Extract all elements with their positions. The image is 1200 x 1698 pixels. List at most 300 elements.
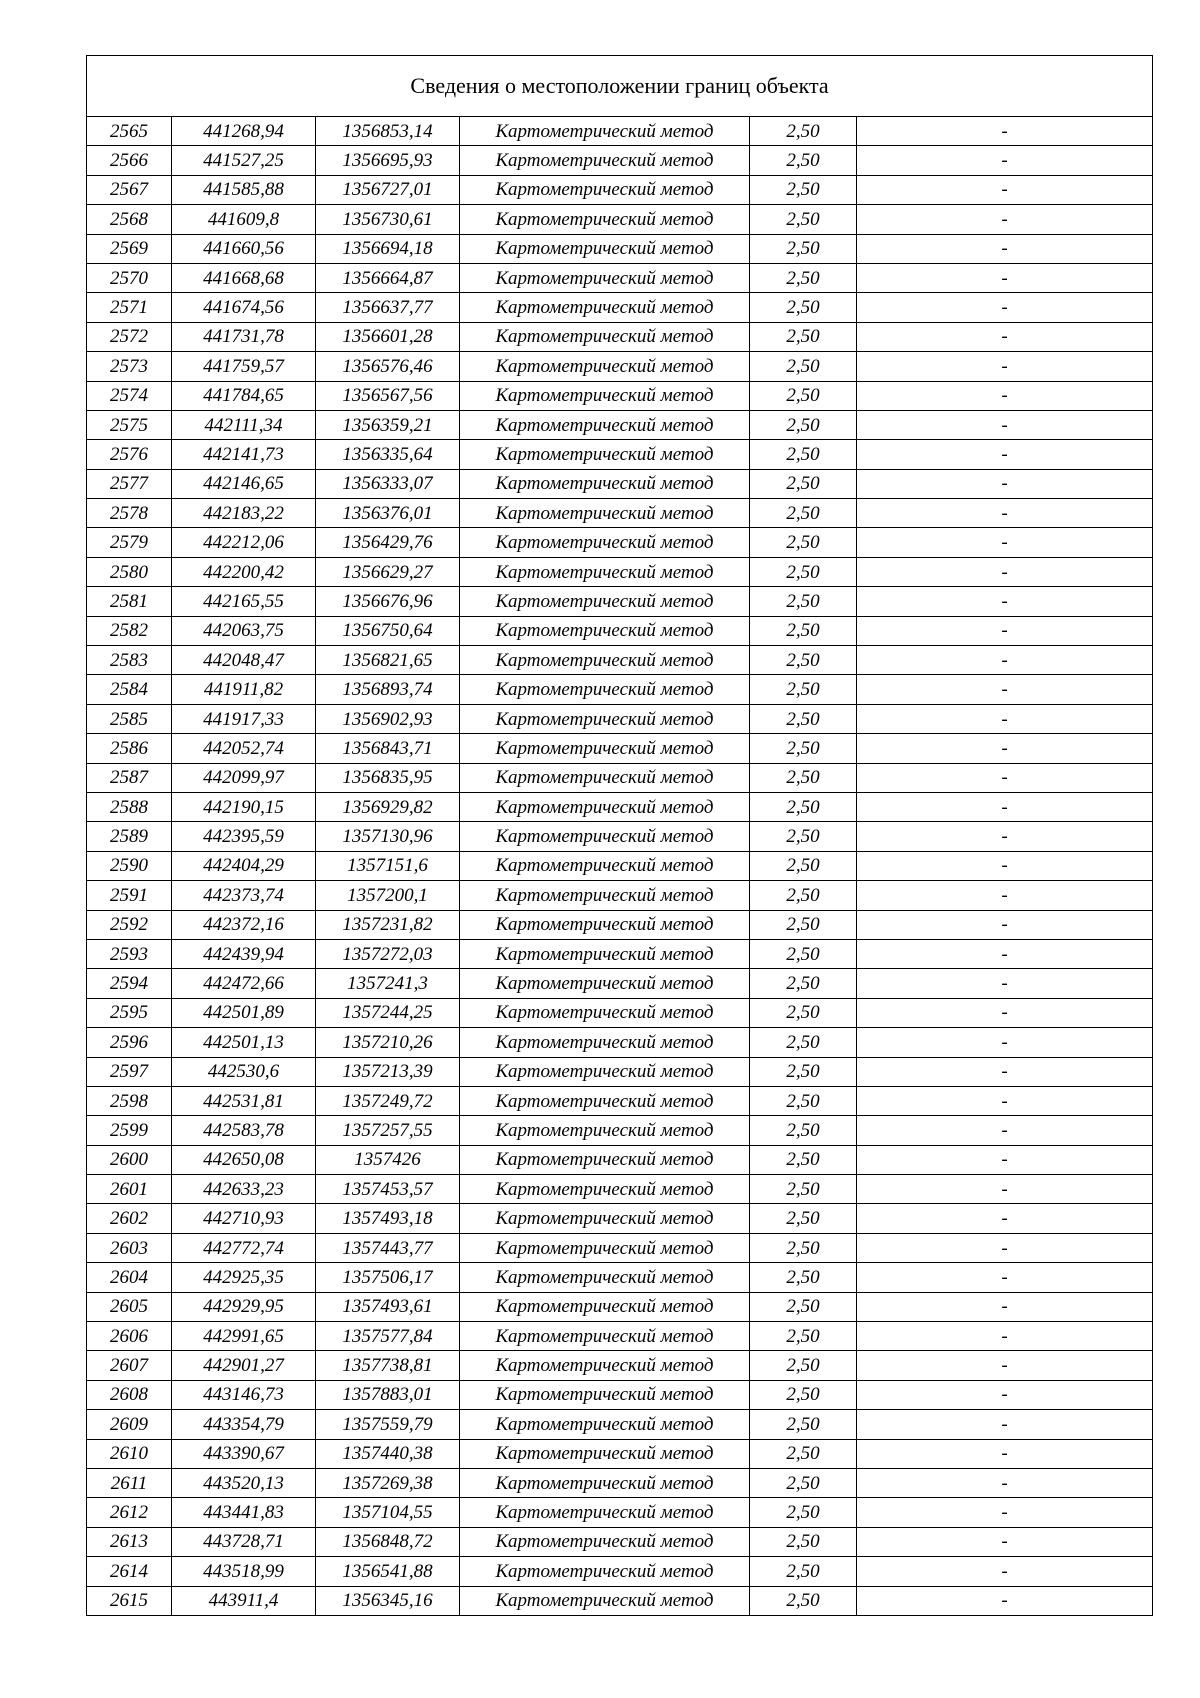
description-cell: - [857,851,1153,880]
description-cell: - [857,734,1153,763]
table-row [87,1527,1153,1556]
point-number-cell: 2573 [87,352,172,381]
precision-cell: 2,50 [750,1175,857,1204]
point-number-cell: 2608 [87,1380,172,1409]
y-coordinate-cell: 1357493,61 [316,1292,460,1321]
precision-cell: 2,50 [750,1322,857,1351]
x-coordinate-cell: 442530,6 [172,1057,316,1086]
x-coordinate-cell: 442650,08 [172,1145,316,1174]
y-coordinate-cell: 1357440,38 [316,1439,460,1468]
description-cell: - [857,381,1153,410]
table-row [87,234,1153,263]
description-cell: - [857,528,1153,557]
y-coordinate-cell: 1356835,95 [316,763,460,792]
x-coordinate-cell: 442099,97 [172,763,316,792]
precision-cell: 2,50 [750,792,857,821]
point-number-cell: 2600 [87,1145,172,1174]
method-cell: Картометрический метод [460,117,750,146]
method-cell: Картометрический метод [460,1586,750,1615]
method-cell: Картометрический метод [460,499,750,528]
x-coordinate-cell: 441674,56 [172,293,316,322]
description-cell: - [857,1439,1153,1468]
y-coordinate-cell: 1357269,38 [316,1468,460,1497]
description-cell: - [857,263,1153,292]
precision-cell: 2,50 [750,1527,857,1556]
table-row [87,1204,1153,1233]
x-coordinate-cell: 441585,88 [172,175,316,204]
y-coordinate-cell: 1356601,28 [316,322,460,351]
y-coordinate-cell: 1357577,84 [316,1322,460,1351]
table-row [87,1439,1153,1468]
precision-cell: 2,50 [750,616,857,645]
y-coordinate-cell: 1357493,18 [316,1204,460,1233]
y-coordinate-cell: 1357249,72 [316,1086,460,1115]
precision-cell: 2,50 [750,1233,857,1262]
point-number-cell: 2572 [87,322,172,351]
precision-cell: 2,50 [750,117,857,146]
y-coordinate-cell: 1356359,21 [316,410,460,439]
boundary-document [86,55,1152,1616]
x-coordinate-cell: 442772,74 [172,1233,316,1262]
y-coordinate-cell: 1357257,55 [316,1116,460,1145]
description-cell: - [857,293,1153,322]
description-cell: - [857,1410,1153,1439]
table-row [87,734,1153,763]
point-number-cell: 2580 [87,557,172,586]
point-number-cell: 2565 [87,117,172,146]
description-cell: - [857,1586,1153,1615]
method-cell: Картометрический метод [460,175,750,204]
precision-cell: 2,50 [750,1410,857,1439]
table-row [87,146,1153,175]
precision-cell: 2,50 [750,1028,857,1057]
point-number-cell: 2579 [87,528,172,557]
description-cell: - [857,969,1153,998]
point-number-cell: 2587 [87,763,172,792]
table-row [87,1086,1153,1115]
point-number-cell: 2615 [87,1586,172,1615]
x-coordinate-cell: 441268,94 [172,117,316,146]
y-coordinate-cell: 1356843,71 [316,734,460,763]
y-coordinate-cell: 1356727,01 [316,175,460,204]
point-number-cell: 2567 [87,175,172,204]
description-cell: - [857,146,1153,175]
method-cell: Картометрический метод [460,910,750,939]
description-cell: - [857,469,1153,498]
point-number-cell: 2603 [87,1233,172,1262]
y-coordinate-cell: 1356694,18 [316,234,460,263]
table-row [87,1410,1153,1439]
x-coordinate-cell: 442633,23 [172,1175,316,1204]
description-cell: - [857,1233,1153,1262]
x-coordinate-cell: 443354,79 [172,1410,316,1439]
table-row [87,675,1153,704]
description-cell: - [857,352,1153,381]
x-coordinate-cell: 442472,66 [172,969,316,998]
x-coordinate-cell: 442929,95 [172,1292,316,1321]
y-coordinate-cell: 1357151,6 [316,851,460,880]
description-cell: - [857,322,1153,351]
method-cell: Картометрический метод [460,410,750,439]
point-number-cell: 2594 [87,969,172,998]
method-cell: Картометрический метод [460,1233,750,1262]
point-number-cell: 2586 [87,734,172,763]
precision-cell: 2,50 [750,1292,857,1321]
description-cell: - [857,998,1153,1027]
y-coordinate-cell: 1357241,3 [316,969,460,998]
method-cell: Картометрический метод [460,1204,750,1233]
table-row [87,851,1153,880]
table-row [87,1145,1153,1174]
x-coordinate-cell: 442901,27 [172,1351,316,1380]
method-cell: Картометрический метод [460,1410,750,1439]
description-cell: - [857,910,1153,939]
x-coordinate-cell: 442404,29 [172,851,316,880]
method-cell: Картометрический метод [460,998,750,1027]
precision-cell: 2,50 [750,1145,857,1174]
y-coordinate-cell: 1357244,25 [316,998,460,1027]
description-cell: - [857,1498,1153,1527]
table-row [87,1263,1153,1292]
precision-cell: 2,50 [750,969,857,998]
method-cell: Картометрический метод [460,616,750,645]
y-coordinate-cell: 1356848,72 [316,1527,460,1556]
point-number-cell: 2593 [87,939,172,968]
x-coordinate-cell: 441660,56 [172,234,316,263]
precision-cell: 2,50 [750,646,857,675]
point-number-cell: 2596 [87,1028,172,1057]
table-row [87,469,1153,498]
precision-cell: 2,50 [750,1204,857,1233]
point-number-cell: 2612 [87,1498,172,1527]
method-cell: Картометрический метод [460,969,750,998]
y-coordinate-cell: 1356893,74 [316,675,460,704]
description-cell: - [857,117,1153,146]
point-number-cell: 2574 [87,381,172,410]
method-cell: Картометрический метод [460,557,750,586]
x-coordinate-cell: 442146,65 [172,469,316,498]
description-cell: - [857,410,1153,439]
method-cell: Картометрический метод [460,322,750,351]
method-cell: Картометрический метод [460,1439,750,1468]
precision-cell: 2,50 [750,528,857,557]
y-coordinate-cell: 1356664,87 [316,263,460,292]
table-row [87,293,1153,322]
description-cell: - [857,939,1153,968]
point-number-cell: 2604 [87,1263,172,1292]
table-row [87,1233,1153,1262]
point-number-cell: 2607 [87,1351,172,1380]
table-row [87,557,1153,586]
x-coordinate-cell: 442372,16 [172,910,316,939]
precision-cell: 2,50 [750,1263,857,1292]
point-number-cell: 2582 [87,616,172,645]
table-row [87,1498,1153,1527]
description-cell: - [857,1468,1153,1497]
description-cell: - [857,822,1153,851]
y-coordinate-cell: 1356376,01 [316,499,460,528]
table-row [87,352,1153,381]
method-cell: Картометрический метод [460,1557,750,1586]
method-cell: Картометрический метод [460,734,750,763]
table-row [87,1292,1153,1321]
method-cell: Картометрический метод [460,1175,750,1204]
x-coordinate-cell: 441527,25 [172,146,316,175]
point-number-cell: 2590 [87,851,172,880]
precision-cell: 2,50 [750,469,857,498]
table-row [87,646,1153,675]
method-cell: Картометрический метод [460,646,750,675]
precision-cell: 2,50 [750,1380,857,1409]
method-cell: Картометрический метод [460,1322,750,1351]
boundary-coordinates-table [86,55,1153,1616]
y-coordinate-cell: 1356629,27 [316,557,460,586]
method-cell: Картометрический метод [460,1116,750,1145]
method-cell: Картометрический метод [460,263,750,292]
point-number-cell: 2571 [87,293,172,322]
table-row [87,587,1153,616]
x-coordinate-cell: 442991,65 [172,1322,316,1351]
precision-cell: 2,50 [750,704,857,733]
description-cell: - [857,1527,1153,1556]
description-cell: - [857,881,1153,910]
method-cell: Картометрический метод [460,1380,750,1409]
precision-cell: 2,50 [750,410,857,439]
method-cell: Картометрический метод [460,1086,750,1115]
table-row [87,117,1153,146]
table-row [87,1586,1153,1615]
method-cell: Картометрический метод [460,1468,750,1497]
method-cell: Картометрический метод [460,440,750,469]
x-coordinate-cell: 443911,4 [172,1586,316,1615]
table-row [87,616,1153,645]
point-number-cell: 2611 [87,1468,172,1497]
y-coordinate-cell: 1356676,96 [316,587,460,616]
y-coordinate-cell: 1357443,77 [316,1233,460,1262]
table-row [87,1175,1153,1204]
method-cell: Картометрический метод [460,587,750,616]
precision-cell: 2,50 [750,175,857,204]
x-coordinate-cell: 443728,71 [172,1527,316,1556]
table-row [87,939,1153,968]
y-coordinate-cell: 1356853,14 [316,117,460,146]
point-number-cell: 2588 [87,792,172,821]
table-row [87,381,1153,410]
precision-cell: 2,50 [750,352,857,381]
precision-cell: 2,50 [750,146,857,175]
precision-cell: 2,50 [750,1468,857,1497]
description-cell: - [857,1116,1153,1145]
method-cell: Картометрический метод [460,939,750,968]
x-coordinate-cell: 443520,13 [172,1468,316,1497]
point-number-cell: 2578 [87,499,172,528]
method-cell: Картометрический метод [460,1292,750,1321]
y-coordinate-cell: 1356695,93 [316,146,460,175]
table-row [87,1028,1153,1057]
table-row [87,881,1153,910]
description-cell: - [857,616,1153,645]
method-cell: Картометрический метод [460,1057,750,1086]
method-cell: Картометрический метод [460,293,750,322]
description-cell: - [857,763,1153,792]
method-cell: Картометрический метод [460,1527,750,1556]
description-cell: - [857,1292,1153,1321]
x-coordinate-cell: 442111,34 [172,410,316,439]
precision-cell: 2,50 [750,939,857,968]
table-row [87,1380,1153,1409]
x-coordinate-cell: 442395,59 [172,822,316,851]
y-coordinate-cell: 1357883,01 [316,1380,460,1409]
precision-cell: 2,50 [750,234,857,263]
x-coordinate-cell: 441911,82 [172,675,316,704]
description-cell: - [857,704,1153,733]
point-number-cell: 2595 [87,998,172,1027]
method-cell: Картометрический метод [460,704,750,733]
x-coordinate-cell: 442063,75 [172,616,316,645]
point-number-cell: 2606 [87,1322,172,1351]
x-coordinate-cell: 442183,22 [172,499,316,528]
table-row [87,910,1153,939]
table-row [87,969,1153,998]
y-coordinate-cell: 1357130,96 [316,822,460,851]
point-number-cell: 2605 [87,1292,172,1321]
x-coordinate-cell: 442141,73 [172,440,316,469]
table-row [87,410,1153,439]
method-cell: Картометрический метод [460,822,750,851]
precision-cell: 2,50 [750,851,857,880]
table-row [87,1557,1153,1586]
method-cell: Картометрический метод [460,205,750,234]
y-coordinate-cell: 1356429,76 [316,528,460,557]
description-cell: - [857,1145,1153,1174]
table-row [87,1057,1153,1086]
y-coordinate-cell: 1356345,16 [316,1586,460,1615]
point-number-cell: 2613 [87,1527,172,1556]
x-coordinate-cell: 442190,15 [172,792,316,821]
y-coordinate-cell: 1356567,56 [316,381,460,410]
x-coordinate-cell: 443441,83 [172,1498,316,1527]
point-number-cell: 2602 [87,1204,172,1233]
description-cell: - [857,1086,1153,1115]
x-coordinate-cell: 442439,94 [172,939,316,968]
table-row [87,440,1153,469]
method-cell: Картометрический метод [460,528,750,557]
table-row [87,175,1153,204]
x-coordinate-cell: 442212,06 [172,528,316,557]
method-cell: Картометрический метод [460,352,750,381]
precision-cell: 2,50 [750,998,857,1027]
method-cell: Картометрический метод [460,146,750,175]
table-row [87,822,1153,851]
method-cell: Картометрический метод [460,792,750,821]
description-cell: - [857,1263,1153,1292]
point-number-cell: 2570 [87,263,172,292]
x-coordinate-cell: 441668,68 [172,263,316,292]
y-coordinate-cell: 1357210,26 [316,1028,460,1057]
precision-cell: 2,50 [750,1116,857,1145]
x-coordinate-cell: 442501,89 [172,998,316,1027]
point-number-cell: 2584 [87,675,172,704]
precision-cell: 2,50 [750,1057,857,1086]
description-cell: - [857,234,1153,263]
description-cell: - [857,1380,1153,1409]
x-coordinate-cell: 441784,65 [172,381,316,410]
method-cell: Картометрический метод [460,1263,750,1292]
y-coordinate-cell: 1356576,46 [316,352,460,381]
x-coordinate-cell: 442048,47 [172,646,316,675]
description-cell: - [857,1351,1153,1380]
point-number-cell: 2598 [87,1086,172,1115]
x-coordinate-cell: 442200,42 [172,557,316,586]
y-coordinate-cell: 1356637,77 [316,293,460,322]
y-coordinate-cell: 1357559,79 [316,1410,460,1439]
y-coordinate-cell: 1356333,07 [316,469,460,498]
x-coordinate-cell: 442583,78 [172,1116,316,1145]
point-number-cell: 2577 [87,469,172,498]
point-number-cell: 2601 [87,1175,172,1204]
description-cell: - [857,1057,1153,1086]
description-cell: - [857,440,1153,469]
x-coordinate-cell: 441609,8 [172,205,316,234]
method-cell: Картометрический метод [460,763,750,792]
x-coordinate-cell: 443146,73 [172,1380,316,1409]
point-number-cell: 2585 [87,704,172,733]
description-cell: - [857,205,1153,234]
method-cell: Картометрический метод [460,234,750,263]
y-coordinate-cell: 1356335,64 [316,440,460,469]
precision-cell: 2,50 [750,440,857,469]
description-cell: - [857,499,1153,528]
x-coordinate-cell: 442501,13 [172,1028,316,1057]
point-number-cell: 2599 [87,1116,172,1145]
y-coordinate-cell: 1356541,88 [316,1557,460,1586]
table-row [87,528,1153,557]
x-coordinate-cell: 442925,35 [172,1263,316,1292]
table-title: Сведения о местоположении границ объекта [87,56,1153,117]
table-row [87,1351,1153,1380]
table-row [87,1322,1153,1351]
x-coordinate-cell: 441759,57 [172,352,316,381]
method-cell: Картометрический метод [460,381,750,410]
precision-cell: 2,50 [750,1439,857,1468]
y-coordinate-cell: 1356750,64 [316,616,460,645]
table-row [87,998,1153,1027]
method-cell: Картометрический метод [460,469,750,498]
point-number-cell: 2583 [87,646,172,675]
table-row [87,322,1153,351]
point-number-cell: 2610 [87,1439,172,1468]
description-cell: - [857,675,1153,704]
description-cell: - [857,1175,1153,1204]
x-coordinate-cell: 442531,81 [172,1086,316,1115]
description-cell: - [857,1204,1153,1233]
method-cell: Картометрический метод [460,1498,750,1527]
description-cell: - [857,1028,1153,1057]
precision-cell: 2,50 [750,381,857,410]
method-cell: Картометрический метод [460,851,750,880]
precision-cell: 2,50 [750,322,857,351]
precision-cell: 2,50 [750,205,857,234]
description-cell: - [857,1557,1153,1586]
point-number-cell: 2568 [87,205,172,234]
table-row [87,792,1153,821]
table-row [87,1116,1153,1145]
description-cell: - [857,646,1153,675]
precision-cell: 2,50 [750,675,857,704]
point-number-cell: 2575 [87,410,172,439]
x-coordinate-cell: 443518,99 [172,1557,316,1586]
method-cell: Картометрический метод [460,881,750,910]
